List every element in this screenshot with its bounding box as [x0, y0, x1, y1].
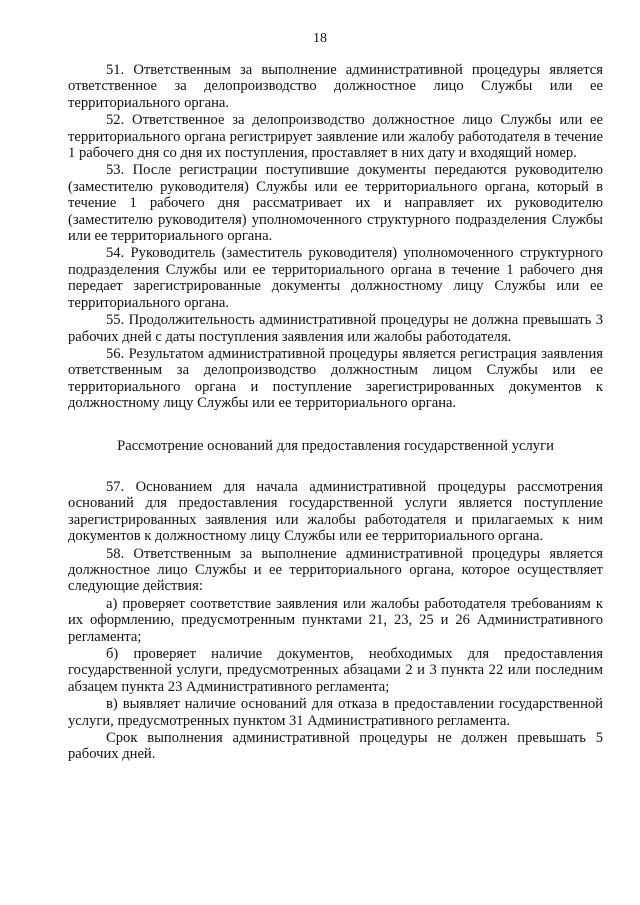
list-item-a: а) проверяет соответствие заявления или жалобы работодателя требованиям к их оформлению, предусмотренным пунктами 21, 23, 25 и 26 Административного регламента; — [68, 595, 603, 645]
paragraph-57: 57. Основанием для начала административной процедуры рассмотрения оснований для предоставления государственной услуги является поступление зарегистрированных заявления или жалобы работодателя и прилагаемых к ним документов к должностному лицу Службы или ее территориального органа. — [68, 478, 603, 545]
paragraph-56: 56. Результатом административной процедуры является регистрация заявления ответственным за делопроизводство должностным лицом Службы или ее территориального органа и поступление зарегистрированных документов к должностному лицу Службы или ее территориального органа. — [68, 345, 603, 412]
section-heading: Рассмотрение оснований для предоставления государственной услуги — [117, 437, 554, 454]
paragraph-53: 53. После регистрации поступившие документы передаются руководителю (заместителю руководителя) Службы или ее территориального органа, который в течение 1 рабочего дня рассматривает их и направляет их руководителю (заместителю руководителя) уполномоченного структурного подразделения Службы или ее территориального органа. — [68, 162, 603, 245]
document-body — [68, 62, 603, 764]
paragraph-55: 55. Продолжительность административной процедуры не должна превышать 3 рабочих дней с даты поступления заявления или жалобы работодателя. — [68, 312, 603, 345]
paragraph-52: 52. Ответственное за делопроизводство должностное лицо Службы или ее территориального органа регистрирует заявление или жалобу работодателя в течение 1 рабочего дня со дня их поступления, проставляет в них дату и входящий номер. — [68, 112, 603, 162]
list-item-v: в) выявляет наличие оснований для отказа в предоставлении государственной услуги, предусмотренных пунктом 31 Административного регламента. — [68, 696, 603, 729]
paragraph-54: 54. Руководитель (заместитель руководителя) уполномоченного структурного подразделения Службы или ее территориального органа в течение 1 рабочего дня передает зарегистрированные документы должностному лицу Службы или ее территориального органа. — [68, 245, 603, 311]
page-number: 18 — [313, 31, 327, 46]
list-item-b: б) проверяет наличие документов, необходимых для предоставления государственной услуги, предусмотренных абзацами 2 и 3 пункта 22 или последним абзацем пункта 23 Административного регламента; — [68, 646, 603, 695]
paragraph-58: 58. Ответственным за выполнение административной процедуры является должностное лицо Службы и ее территориального органа, которое осуществляет следующие действия: — [68, 545, 603, 595]
deadline-paragraph: Срок выполнения административной процедуры не должен превышать 5 рабочих дней. — [68, 730, 603, 763]
paragraph-51: 51. Ответственным за выполнение административной процедуры является ответственное за делопроизводство должностное лицо Службы или ее территориального органа. — [68, 62, 603, 111]
